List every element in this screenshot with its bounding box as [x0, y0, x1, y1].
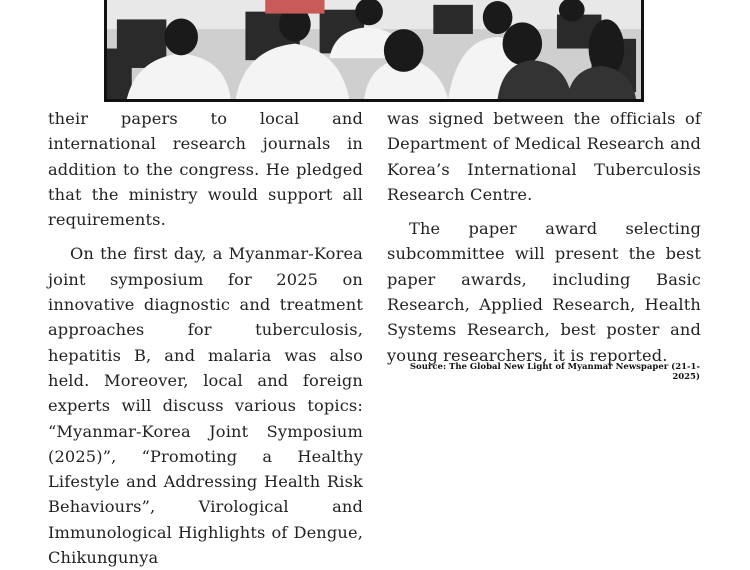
source-credit: Source: The Global New Light of Myanmar Newspaper (21-1-2025) — [409, 362, 700, 382]
audience-illustration — [107, 0, 641, 99]
right-paragraph-2: The paper award selecting subcommittee will present the best paper awards, including Basic Research, Applied Research, Health Systems Research, best poster and young researchers, it is reported. — [387, 219, 701, 365]
right-column — [387, 106, 701, 368]
left-paragraph-2: On the first day, a Myanmar-Korea joint symposium for 2025 on innovative diagnostic and treatment approaches for tuberculosis, hepatitis B, and malaria was also held. Moreover, local and foreign experts will discuss various topics: “Myanmar-Korea Joint Symposium (2025)”, “Promoting a Healthy Lifestyle and Addressing Health Risk Behaviours”, Virological and Immunological Highlights of Dengue, Chikungunya — [48, 244, 363, 568]
left-paragraph-1: their papers to local and international research journals in addition to the congress. He pledged that the ministry would support all requirements. — [48, 109, 363, 230]
left-column — [48, 106, 363, 570]
right-paragraph-1: was signed between the officials of Department of Medical Research and Korea’s International Tuberculosis Research Centre. — [387, 109, 701, 204]
audience-photo — [104, 0, 644, 102]
